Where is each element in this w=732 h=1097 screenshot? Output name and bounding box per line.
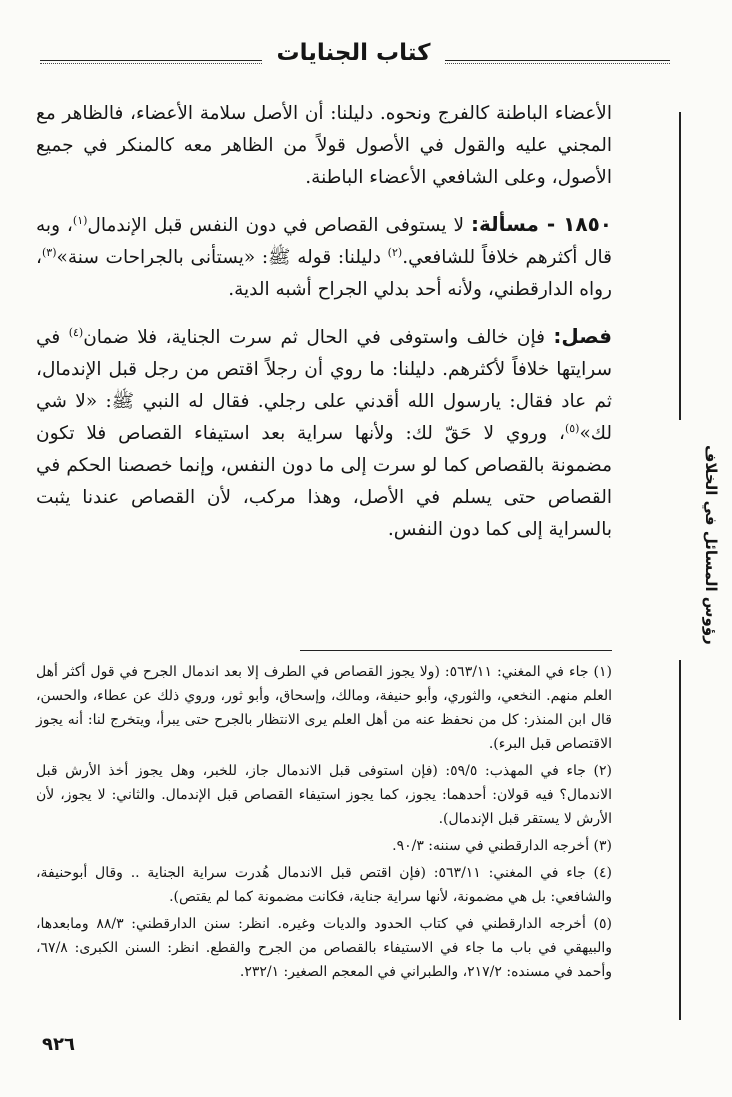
issue-text-a: لا يستوفى القصاص في دون النفس قبل الإندمال [87,215,465,236]
header-rule-left [40,60,262,61]
header-rule-right [445,60,670,61]
main-text [36,98,612,638]
book-side-title: رؤوس المسائل في الخلاف [702,445,720,645]
issue-text-b: ، وبه قال أكثرهم خلافاً للشافعي. [36,215,612,268]
footnote-ref-1: (١) [72,213,88,227]
issue-heading: ١٨٥٠ - مسألة: [470,212,612,236]
footnote-separator [300,650,612,651]
section-heading: فصل: [553,324,612,348]
page-number: ٩٢٦ [42,1034,75,1055]
footnote-1: (١) جاء في المغني: ٥٦٣/١١: (ولا يجوز القصاص في الطرف إلا بعد اندمال الجرح في قول أكثر أهل العلم منهم. النخعي، والثوري، وأبو حنيفة، ومالك، وإسحاق، وأبو ثور، وروي ذلك عن عطاء، والحسن، قال ابن المنذر: كل من نحفظ عنه من أهل العلم يرى الانتظار بالجرح حتى يبرأ، ويتخرج لنا: أنه يجوز الاقتصاص قبل البرء). [36,664,613,752]
side-rule-top [679,112,681,420]
section-text-a: فإن خالف واستوفى في الحال ثم سرت الجناية، فلا ضمان [83,327,545,348]
issue-text-d: ، رواه الدارقطني، ولأنه أحد بدلي الجراح أشبه الدية. [36,247,612,300]
footnote-ref-3: (٣) [41,245,57,259]
issue-text-c: دليلنا: قوله ﷺ: «يستأنى بالجراحات سنة» [56,247,381,268]
side-rule-bottom [679,660,681,1020]
paragraph-issue-1850 [36,208,612,306]
footnote-ref-5: (٥) [564,421,580,435]
running-header [40,38,670,78]
footnote-ref-4: (٤) [68,325,84,339]
footnote-4: (٤) جاء في المغني: ٥٦٣/١١: (فإن اقتص قبل الاندمال هُدرت سراية الجناية .. وقال أبوحنيفة، والشافعي: بل هي مضمونة، لأنها سراية جناية، فكانت مضمونة كما لم يقتص). [36,865,612,905]
section-text-b: في سرايتها خلافاً لأكثرهم. دليلنا: ما روي أن رجلاً اقتص من رجل قبل الإندمال، ثم عاد فقال: يارسول الله أقدني على رجلي. فقال له النبي ﷺ: «لا شي لك» [36,327,612,444]
section-text-c: ، وروي لا حَقّ لك: ولأنها سراية بعد استيفاء القصاص فلا تكون مضمونة بالقصاص كما لو سرت إلى ما دون النفس، وإنما خصصنا الحكم في القصاص حتى يسلم في الأصل، وهذا مركب، لأن القصاص عندنا يثبت بالسراية إلى كما دون النفس. [36,423,612,540]
footnotes [36,660,612,1030]
footnote-ref-2: (٢) [387,245,403,259]
footnote-3: (٣) أخرجه الدارقطني في سننه: ٩٠/٣. [392,838,612,854]
paragraph-1: الأعضاء الباطنة كالفرج ونحوه. دليلنا: أن الأصل سلامة الأعضاء، فالظاهر مع المجني عليه والقول في الأصول قولاً من الظاهر معه كالمنكر في جميع الأصول، وعلى الشافعي الأعضاء الباطنة. [36,103,612,188]
chapter-title: كتاب الجنايات [276,40,431,66]
paragraph-section [36,320,612,546]
footnote-2: (٢) جاء في المهذب: ٥٩/٥: (فإن استوفى قبل الاندمال جاز، للخبر، وهل يجوز أخذ الأرش قبل الاندمال؟ فيه قولان: أحدهما: يجوز، كما يجوز استيفاء القصاص قبل الإندمال. والثاني: لا يجوز، لأن الأرش لا يستقر قبل الإندمال). [36,763,612,827]
footnote-5: (٥) أخرجه الدارقطني في كتاب الحدود والديات وغيره. انظر: سنن الدارقطني: ٨٨/٣ ومابعدها، والبيهقي في باب ما جاء في الاستيفاء بالقصاص من الجرح والقطع. انظر: السنن الكبرى: ٦٧/٨، وأحمد في مسنده: ٢١٧/٢، والطبراني في المعجم الصغير: ٢٣٢/١. [36,916,612,980]
